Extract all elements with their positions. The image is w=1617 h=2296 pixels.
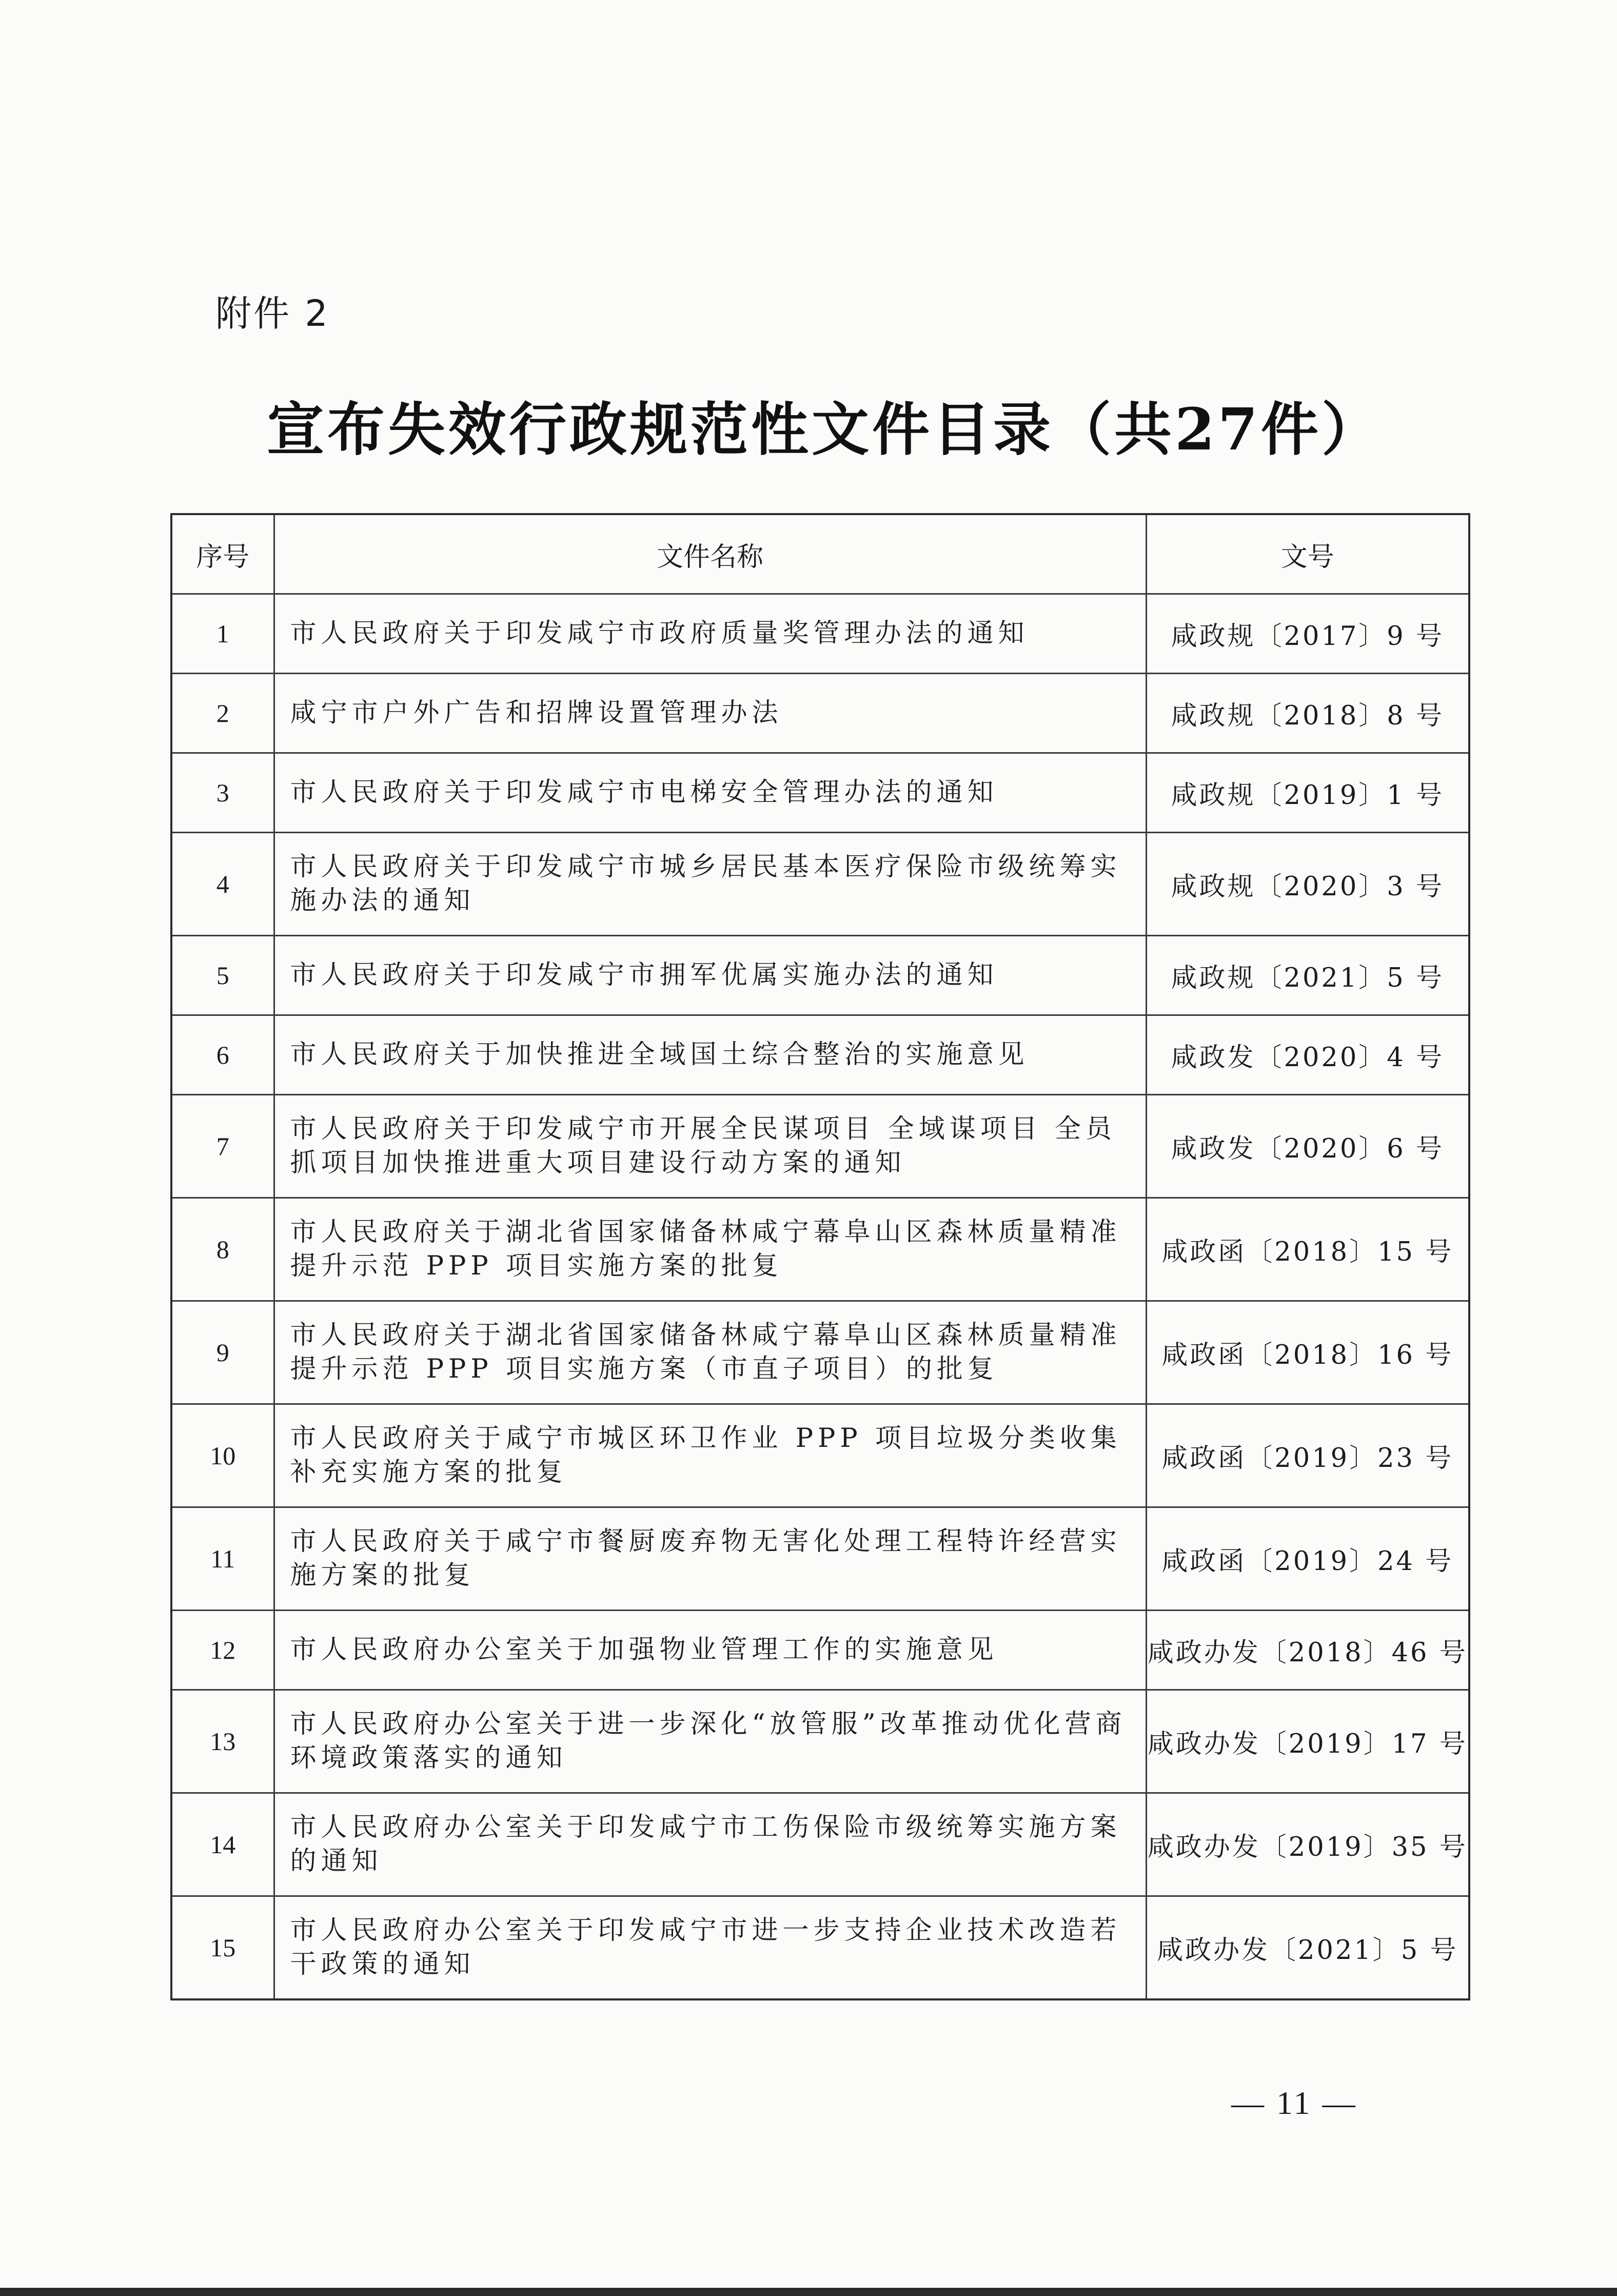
table-row bbox=[171, 1896, 1469, 2000]
row-serial-number: 14 bbox=[171, 1793, 274, 1896]
table-row bbox=[171, 1198, 1469, 1301]
table-row bbox=[171, 1793, 1469, 1896]
table-row bbox=[171, 1507, 1469, 1611]
row-document-name: 市人民政府关于加快推进全域国土综合整治的实施意见 bbox=[274, 1015, 1146, 1095]
row-document-name: 市人民政府关于湖北省国家储备林咸宁幕阜山区森林质量精准提升示范 PPP 项目实施方案的批复 bbox=[274, 1198, 1146, 1301]
row-document-number: 咸政发〔2020〕6 号 bbox=[1146, 1095, 1469, 1198]
row-document-number: 咸政函〔2019〕23 号 bbox=[1146, 1404, 1469, 1507]
row-serial-number: 7 bbox=[171, 1095, 274, 1198]
row-document-name: 市人民政府关于印发咸宁市开展全民谋项目 全域谋项目 全员抓项目加快推进重大项目建设行动方案的通知 bbox=[274, 1095, 1146, 1198]
row-serial-number: 12 bbox=[171, 1611, 274, 1690]
page-number: — 11 — bbox=[1231, 2085, 1357, 2121]
row-serial-number: 2 bbox=[171, 674, 274, 753]
table-row bbox=[171, 1611, 1469, 1690]
table-row bbox=[171, 936, 1469, 1015]
row-serial-number: 15 bbox=[171, 1896, 274, 2000]
row-document-name: 市人民政府关于印发咸宁市电梯安全管理办法的通知 bbox=[274, 753, 1146, 833]
row-serial-number: 13 bbox=[171, 1690, 274, 1793]
row-document-number: 咸政函〔2019〕24 号 bbox=[1146, 1507, 1469, 1611]
row-document-number: 咸政发〔2020〕4 号 bbox=[1146, 1015, 1469, 1095]
row-document-name: 市人民政府关于咸宁市城区环卫作业 PPP 项目垃圾分类收集补充实施方案的批复 bbox=[274, 1404, 1146, 1507]
header-document-number: 文号 bbox=[1146, 514, 1469, 594]
table-row bbox=[171, 833, 1469, 936]
row-document-name: 市人民政府办公室关于印发咸宁市工伤保险市级统筹实施方案的通知 bbox=[274, 1793, 1146, 1896]
row-document-name: 市人民政府关于印发咸宁市城乡居民基本医疗保险市级统筹实施办法的通知 bbox=[274, 833, 1146, 936]
table-header-row bbox=[171, 514, 1469, 594]
row-document-number: 咸政规〔2021〕5 号 bbox=[1146, 936, 1469, 1015]
row-serial-number: 6 bbox=[171, 1015, 274, 1095]
row-serial-number: 8 bbox=[171, 1198, 274, 1301]
row-document-number: 咸政规〔2018〕8 号 bbox=[1146, 674, 1469, 753]
row-serial-number: 4 bbox=[171, 833, 274, 936]
row-document-name: 市人民政府关于印发咸宁市政府质量奖管理办法的通知 bbox=[274, 594, 1146, 674]
attachment-label: 附件 2 bbox=[215, 292, 330, 335]
row-document-number: 咸政办发〔2019〕35 号 bbox=[1146, 1793, 1469, 1896]
row-document-number: 咸政规〔2017〕9 号 bbox=[1146, 594, 1469, 674]
table-row bbox=[171, 753, 1469, 833]
row-document-number: 咸政办发〔2019〕17 号 bbox=[1146, 1690, 1469, 1793]
row-document-number: 咸政函〔2018〕16 号 bbox=[1146, 1301, 1469, 1404]
row-document-name: 市人民政府办公室关于加强物业管理工作的实施意见 bbox=[274, 1611, 1146, 1690]
row-document-name: 市人民政府办公室关于进一步深化“放管服”改革推动优化营商环境政策落实的通知 bbox=[274, 1690, 1146, 1793]
header-serial-number: 序号 bbox=[171, 514, 274, 594]
row-serial-number: 5 bbox=[171, 936, 274, 1015]
table-row bbox=[171, 1015, 1469, 1095]
row-serial-number: 1 bbox=[171, 594, 274, 674]
page-title: 宣布失效行政规范性文件目录（共27件） bbox=[267, 396, 1382, 463]
table-row bbox=[171, 1690, 1469, 1793]
table-row bbox=[171, 1095, 1469, 1198]
row-document-number: 咸政办发〔2021〕5 号 bbox=[1146, 1896, 1469, 2000]
row-serial-number: 10 bbox=[171, 1404, 274, 1507]
row-serial-number: 9 bbox=[171, 1301, 274, 1404]
row-document-name: 市人民政府办公室关于印发咸宁市进一步支持企业技术改造若干政策的通知 bbox=[274, 1896, 1146, 2000]
row-serial-number: 11 bbox=[171, 1507, 274, 1611]
table-row bbox=[171, 674, 1469, 753]
row-document-number: 咸政函〔2018〕15 号 bbox=[1146, 1198, 1469, 1301]
row-document-number: 咸政规〔2019〕1 号 bbox=[1146, 753, 1469, 833]
row-document-number: 咸政规〔2020〕3 号 bbox=[1146, 833, 1469, 936]
document-list-table bbox=[170, 513, 1470, 2000]
row-document-name: 市人民政府关于咸宁市餐厨废弃物无害化处理工程特许经营实施方案的批复 bbox=[274, 1507, 1146, 1611]
scan-bottom-edge bbox=[0, 2288, 1617, 2296]
table-row bbox=[171, 1404, 1469, 1507]
row-serial-number: 3 bbox=[171, 753, 274, 833]
row-document-name: 市人民政府关于湖北省国家储备林咸宁幕阜山区森林质量精准提升示范 PPP 项目实施方案（市直子项目）的批复 bbox=[274, 1301, 1146, 1404]
row-document-name: 市人民政府关于印发咸宁市拥军优属实施办法的通知 bbox=[274, 936, 1146, 1015]
header-document-name: 文件名称 bbox=[274, 514, 1146, 594]
row-document-number: 咸政办发〔2018〕46 号 bbox=[1146, 1611, 1469, 1690]
table-row bbox=[171, 1301, 1469, 1404]
table-row bbox=[171, 594, 1469, 674]
row-document-name: 咸宁市户外广告和招牌设置管理办法 bbox=[274, 674, 1146, 753]
